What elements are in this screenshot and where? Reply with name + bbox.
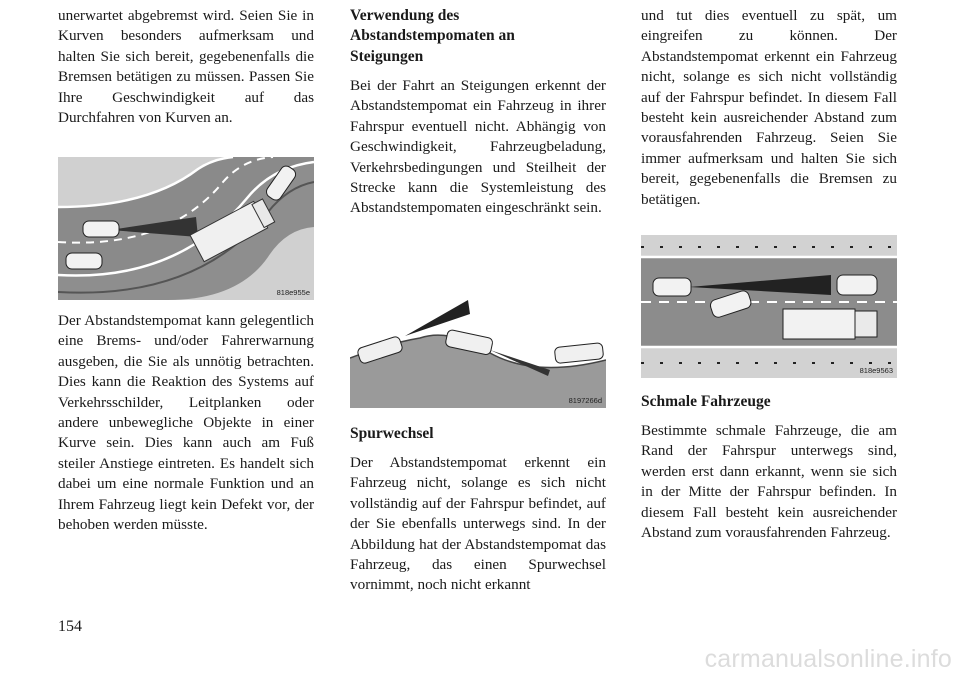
- figure-lane-change: [641, 235, 897, 378]
- footer-watermark: carmanualsonline.info: [704, 645, 952, 673]
- figure-curve-road: [58, 157, 314, 300]
- body-paragraph: Der Abstandstempomat erkennt ein Fahrzeug nicht, solange es sich nicht vollständig auf der Fahrspur befindet, auf der Sie ebenfalls unterwegs sind. In der Abbildung hat der Abstandstempomat das Fahrzeug, das einen Spurwechsel vornimmt, noch nicht erkannt: [350, 454, 606, 594]
- section-heading: Schmale Fahrzeuge: [641, 393, 771, 410]
- section-heading: Spurwechsel: [350, 425, 434, 442]
- section-heading: Verwendung des Abstandstempomaten an Steigungen: [350, 7, 515, 65]
- figure-hill-road: [350, 298, 606, 408]
- body-paragraph: unerwartet abgebremst wird. Seien Sie in Kurven besonders aufmerksam und halten Sie sich bereit, gegebenenfalls die Bremsen betätigen zu müssen. Passen Sie Ihre Geschwindigkeit auf das Durchfahren von Kurven an.: [58, 7, 314, 127]
- figure-code: 818e9563: [859, 366, 893, 375]
- page-number: 154: [58, 618, 82, 635]
- body-paragraph: Bei der Fahrt an Steigungen erkennt der Abstandstempomat ein Fahrzeug in ihrer Fahrspur eventuell nicht. Abhängig von Geschwindigkeit, Fahrzeugbeladung, Verkehrsbedingungen und Steilheit der Strecke kann die Systemleistung des Abstandstempomaten eingeschränkt sein.: [350, 77, 606, 217]
- figure-code: 8197266d: [568, 396, 602, 405]
- body-paragraph: Der Abstandstempomat kann gelegentlich eine Brems- und/oder Fahrerwarnung ausgeben, die Sie als unnötig betrachten. Dies kann die Reaktion des Systems auf Verkehrsschilder, Leitplanken oder andere unbewegliche Objekte in einer Kurve sein. Dies kann auch am Fuß steiler Anstiege eintreten. Es handelt sich dabei um eine normale Funktion und an Ihrem Fahrzeug liegt kein Defekt vor, der behoben werden müsste.: [58, 312, 314, 534]
- body-paragraph: Bestimmte schmale Fahrzeuge, die am Rand der Fahrspur unterwegs sind, werden erst dann erkannt, wenn sie sich in der Mitte der Fahrspur befinden. In diesem Fall besteht kein ausreichender Abstand zum vorausfahrenden Fahrzeug.: [641, 422, 897, 542]
- body-paragraph: und tut dies eventuell zu spät, um eingreifen zu können. Der Abstandstempomat erkennt ein Fahrzeug nicht, solange es sich nicht vollständig auf der Fahrspur befindet. In diesem Fall besteht kein ausreichender Abstand zum vorausfahrenden Fahrzeug. Seien Sie immer aufmerksam und halten Sie sich bereit, gegebenenfalls die Bremsen zu betätigen.: [641, 7, 897, 208]
- figure-code: 818e955e: [276, 288, 310, 297]
